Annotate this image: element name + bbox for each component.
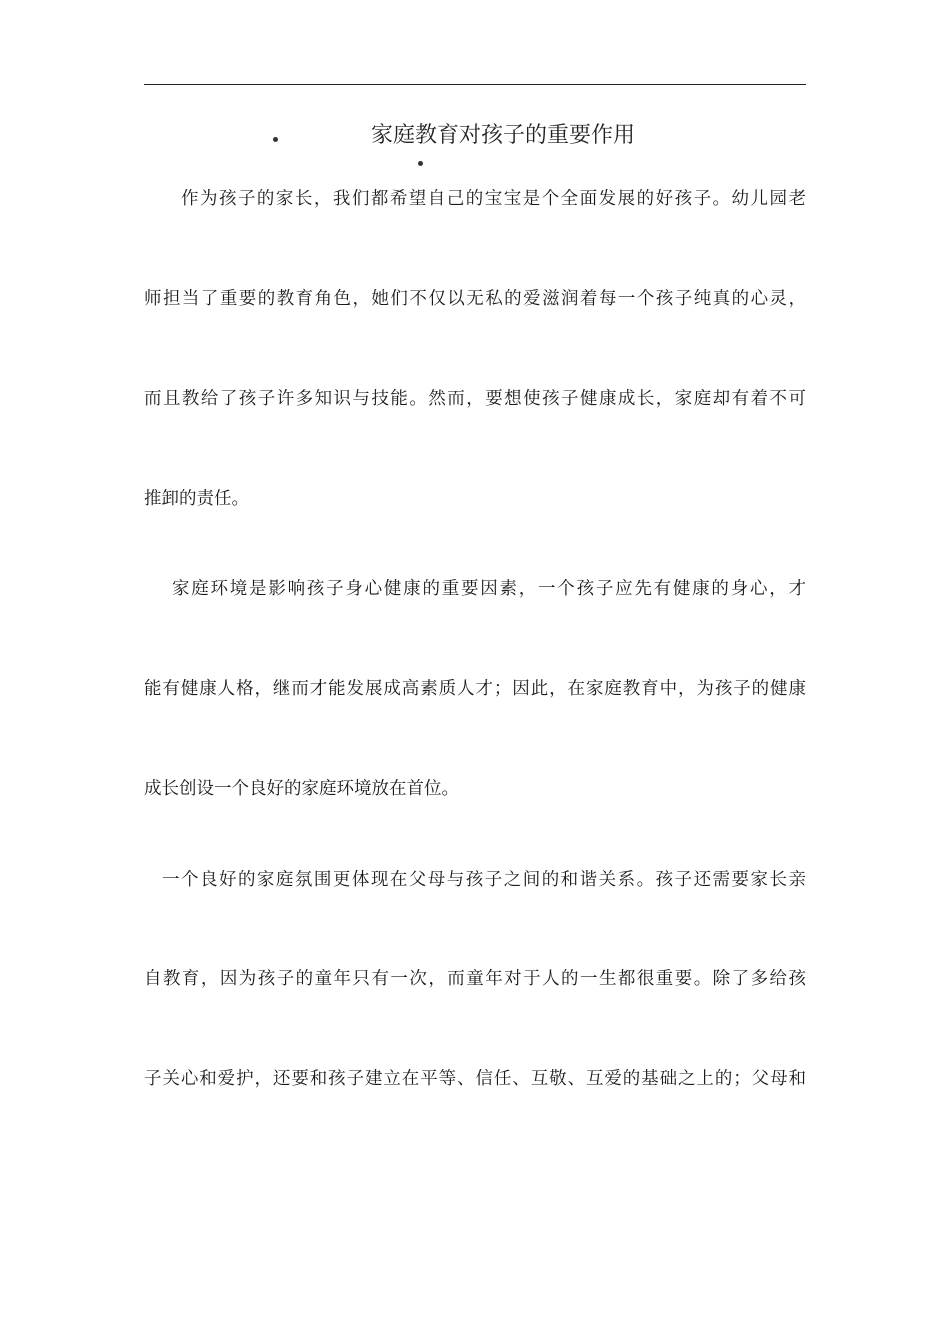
paragraph-1-line-2: 师担当了重要的教育角色，她们不仅以无私的爱滋润着每一个孩子纯真的心灵， [144,289,806,309]
bullet-dot-icon [418,161,423,166]
paragraph-2-line-3: 成长创设一个良好的家庭环境放在首位。 [144,779,459,799]
paragraph-1-line-4: 推卸的责任。 [144,489,249,509]
paragraph-3-line-2: 自教育，因为孩子的童年只有一次，而童年对于人的一生都很重要。除了多给孩 [144,969,806,989]
paragraph-1-line-3: 而且教给了孩子许多知识与技能。然而，要想使孩子健康成长，家庭却有着不可 [144,389,806,409]
paragraph-2-line-2: 能有健康人格，继而才能发展成高素质人才；因此，在家庭教育中，为孩子的健康 [144,679,806,699]
paragraph-3-line-3: 子关心和爱护，还要和孩子建立在平等、信任、互敬、互爱的基础之上的；父母和 [144,1069,806,1089]
document-title: 家庭教育对孩子的重要作用 [370,123,635,148]
header-rule [144,84,806,85]
paragraph-2-line-1: 家庭环境是影响孩子身心健康的重要因素，一个孩子应先有健康的身心，才 [172,579,806,599]
paragraph-3-line-1: 一个良好的家庭氛围更体现在父母与孩子之间的和谐关系。孩子还需要家长亲 [162,870,806,890]
paragraph-1-line-1: 作为孩子的家长，我们都希望自己的宝宝是个全面发展的好孩子。幼儿园老 [181,189,806,209]
